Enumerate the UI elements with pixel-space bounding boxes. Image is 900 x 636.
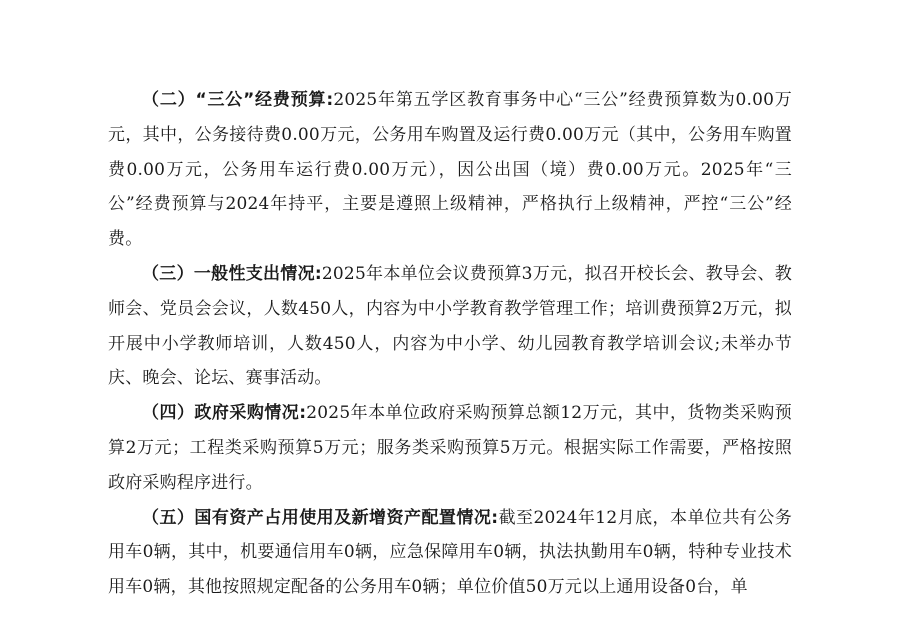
paragraph-heading: （四）政府采购情况: (142, 403, 307, 424)
paragraph-heading: （五）国有资产占用使用及新增资产配置情况: (142, 507, 499, 528)
paragraph-government-procurement (108, 396, 792, 500)
document-page (108, 83, 792, 605)
paragraph-general-expenditure (108, 257, 792, 396)
paragraph-body: 2025年本单位政府采购预算总额12万元，其中，货物类采购预算2万元；工程类采购预算5万元；服务类采购预算5万元。根据实际工作需要，严格按照政府采购程序进行。 (108, 403, 792, 493)
paragraph-body: 截至2024年12月底，本单位共有公务用车0辆，其中，机要通信用车0辆，应急保障用车0辆，执法执勤用车0辆，特种专业技术用车0辆，其他按照规定配备的公务用车0辆；单位价值50万元以上通用设备0台，单 (108, 507, 792, 598)
paragraph-heading: （三）一般性支出情况: (142, 263, 322, 284)
paragraph-state-assets (108, 501, 792, 605)
paragraph-body: 2025年本单位会议费预算3万元，拟召开校长会、教导会、教师会、党员会会议，人数450人，内容为中小学教育教学管理工作；培训费预算2万元，拟开展中小学教师培训，人数450人，内容为中小学、幼儿园教育教学培训会议;未举办节庆、晚会、论坛、赛事活动。 (108, 263, 792, 389)
paragraph-san-gong-budget (108, 83, 792, 257)
paragraph-heading: （二）“三公”经费预算: (142, 90, 334, 110)
paragraph-body: 2025年第五学区教育事务中心“三公”经费预算数为0.00万元，其中，公务接待费0.00万元，公务用车购置及运行费0.00万元（其中，公务用车购置费0.00万元，公务用车运行费0.00万元），因公出国（境）费0.00万元。2025年“三公”经费预算与2024年持平，主要是遵照上级精神，严格执行上级精神，严控“三公”经费。 (108, 90, 792, 250)
